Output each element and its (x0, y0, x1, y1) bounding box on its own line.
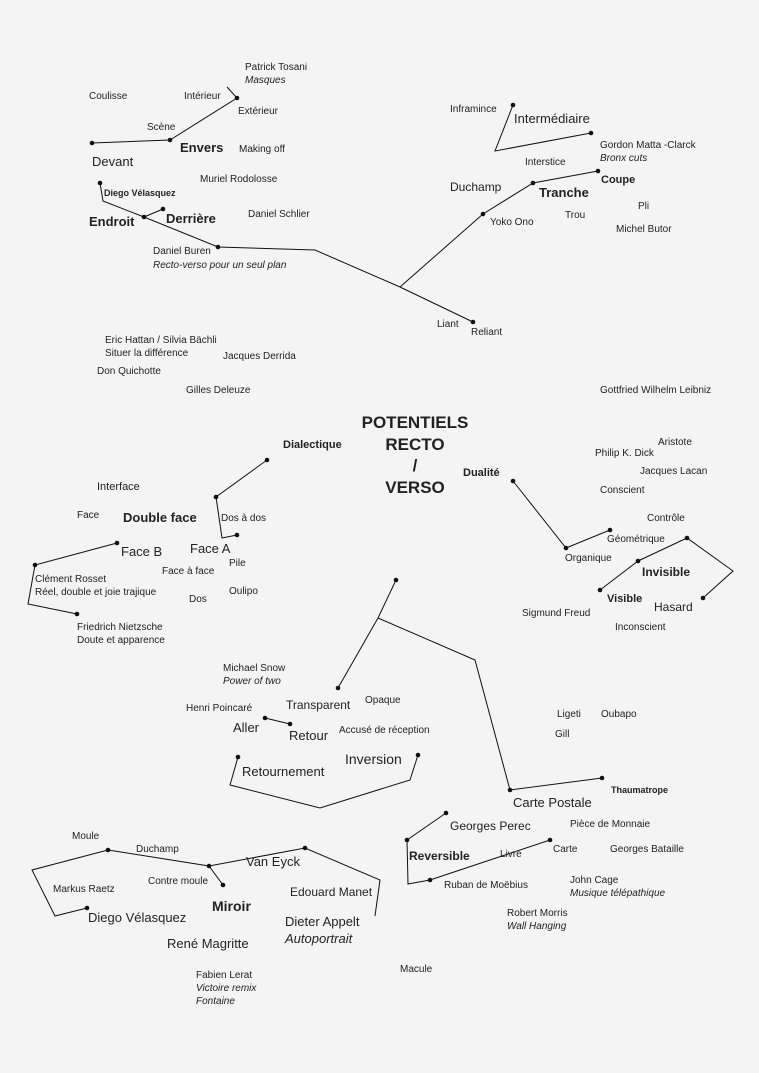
node-dot (207, 864, 212, 869)
node-dot (636, 559, 641, 564)
node-dot (221, 883, 226, 888)
node-label: Coulisse (89, 91, 128, 102)
node-label: Oulipo (229, 586, 258, 597)
node-label: Muriel Rodolosse (200, 174, 278, 185)
node-dot (214, 495, 219, 500)
node-dot (416, 753, 421, 758)
node-label: Pli (638, 201, 650, 212)
node-label: Gottfried Wilhelm Leibniz (600, 385, 712, 396)
node-label: Retour (289, 728, 329, 743)
node-label: Carte Postale (513, 795, 592, 810)
node-label: Oubapo (601, 709, 637, 720)
node-label: Réel, double et joie trajique (35, 587, 157, 598)
node-dot (236, 755, 241, 760)
node-label: Conscient (600, 485, 645, 496)
title-line: / (412, 456, 418, 476)
node-sublabel: Fontaine (196, 996, 235, 1007)
node-dot (564, 546, 569, 551)
node-label: Inversion (345, 751, 402, 767)
node-label: Dieter Appelt (285, 914, 360, 929)
node-label: Georges Bataille (610, 844, 684, 855)
node-label: Contrôle (647, 513, 685, 524)
node-label: Georges Perec (450, 819, 531, 833)
connector-line (144, 209, 163, 217)
node-dot (98, 181, 103, 186)
node-dot (531, 181, 536, 186)
node-label: Markus Raetz (53, 884, 115, 895)
node-label: Tranche (539, 185, 589, 200)
node-label: Devant (92, 154, 134, 169)
node-label: Gilles Deleuze (186, 385, 251, 396)
node-label: Interface (97, 481, 140, 493)
node-label: Pièce de Monnaie (570, 819, 651, 830)
node-label: Ruban de Moëbius (444, 880, 528, 891)
node-label: Van Eyck (246, 854, 300, 869)
node-sublabel: Bronx cuts (600, 153, 648, 164)
node-label: Diego Vélasquez (88, 910, 187, 925)
node-dot (288, 722, 293, 727)
node-label: Face B (121, 544, 163, 559)
node-label: Miroir (212, 898, 251, 914)
node-label: Livre (500, 849, 522, 860)
node-dot (75, 612, 80, 617)
node-dot (598, 588, 603, 593)
node-label: Inconscient (615, 622, 666, 633)
node-sublabel: Masques (245, 75, 286, 86)
node-dot (600, 776, 605, 781)
connector-line (600, 561, 638, 590)
node-label: Sigmund Freud (522, 608, 591, 619)
node-dot (106, 848, 111, 853)
node-sublabel: Power of two (223, 676, 281, 687)
node-sublabel: Victoire remix (196, 983, 257, 994)
node-label: John Cage (570, 875, 619, 886)
node-label: Géométrique (607, 534, 665, 545)
node-label: Reversible (409, 849, 470, 863)
node-label: Jacques Derrida (223, 351, 296, 362)
node-label: Dos à dos (221, 513, 267, 524)
node-label: Inframince (450, 104, 497, 115)
node-label: Don Quichotte (97, 366, 161, 377)
node-label: Making off (239, 144, 285, 155)
node-label: Opaque (365, 695, 401, 706)
node-dot (481, 212, 486, 217)
node-label: Endroit (89, 214, 135, 229)
node-label: Friedrich Nietzsche (77, 622, 163, 633)
node-label: Doute et apparence (77, 635, 165, 646)
node-label: Dualité (463, 467, 500, 479)
node-label: Face à face (162, 566, 215, 577)
node-dot (235, 533, 240, 538)
node-label: Visible (607, 593, 643, 605)
node-label: Coupe (601, 174, 636, 186)
node-label: Michel Butor (616, 224, 672, 235)
title-line: RECTO (385, 434, 445, 454)
node-dot (685, 536, 690, 541)
node-label: Daniel Buren (153, 246, 211, 257)
connector-line (513, 481, 610, 548)
node-dot (161, 207, 166, 212)
node-label: Ligeti (557, 709, 581, 720)
node-label: Duchamp (450, 180, 502, 194)
node-label: Intermédiaire (514, 111, 590, 126)
node-dot (336, 686, 341, 691)
node-label: Dialectique (283, 439, 342, 451)
node-label: Jacques Lacan (640, 466, 708, 477)
node-label: René Magritte (167, 936, 249, 951)
node-dot (168, 138, 173, 143)
node-label: Duchamp (136, 844, 179, 855)
node-dot (701, 596, 706, 601)
node-label: Thaumatrope (611, 785, 669, 795)
node-label: Interstice (525, 157, 566, 168)
node-label: Aller (233, 720, 260, 735)
node-dot (405, 838, 410, 843)
node-label: Macule (400, 964, 433, 975)
node-dot (596, 169, 601, 174)
node-label: Aristote (658, 437, 692, 448)
node-label: Invisible (642, 565, 691, 579)
node-label: Patrick Tosani (245, 62, 308, 73)
node-label: Michael Snow (223, 663, 286, 674)
node-dot (216, 245, 221, 250)
node-label: Fabien Lerat (196, 970, 253, 981)
node-label: Intérieur (184, 91, 221, 102)
node-dot (508, 788, 513, 793)
node-label: Situer la différence (105, 348, 189, 359)
node-dot (428, 878, 433, 883)
node-dot (394, 578, 399, 583)
node-dot (235, 96, 240, 101)
node-label: Envers (180, 140, 224, 155)
node-label: Moule (72, 831, 100, 842)
node-label: Retournement (242, 764, 325, 779)
node-sublabel: Musique télépathique (570, 888, 666, 899)
node-label: Face A (190, 541, 231, 556)
node-dot (142, 215, 147, 220)
node-dot (608, 528, 613, 533)
node-label: Clément Rosset (35, 574, 107, 585)
node-label: Eric Hattan / Silvia Bächli (105, 335, 217, 346)
node-label: Transparent (286, 698, 351, 712)
node-dot (90, 141, 95, 146)
node-label: Henri Poincaré (186, 703, 253, 714)
connector-line (338, 580, 396, 688)
node-label: Extérieur (238, 106, 279, 117)
node-dot (263, 716, 268, 721)
node-label: Accusé de réception (339, 725, 430, 736)
node-label: Reliant (471, 327, 503, 338)
node-label: Philip K. Dick (595, 448, 654, 459)
node-label: Hasard (654, 600, 693, 614)
node-sublabel: Recto-verso pour un seul plan (153, 260, 287, 271)
title-line: VERSO (385, 477, 445, 497)
node-dot (444, 811, 449, 816)
node-label: Face (77, 510, 100, 521)
node-label: Yoko Ono (490, 217, 534, 228)
node-label: Scène (147, 122, 176, 133)
node-label: Liant (437, 319, 459, 330)
node-label: Gill (555, 729, 570, 740)
node-dot (471, 320, 476, 325)
node-dot (511, 103, 516, 108)
node-sublabel: Autoportrait (285, 931, 353, 946)
node-label: Contre moule (148, 876, 209, 887)
node-label: Diego Vélasquez (104, 188, 176, 198)
node-dot (511, 479, 516, 484)
node-label: Organique (565, 553, 612, 564)
connector-line (216, 460, 267, 538)
node-label: Edouard Manet (290, 885, 373, 899)
title-line: POTENTIELS (361, 413, 469, 432)
node-dot (589, 131, 594, 136)
diagram-title (340, 412, 490, 498)
node-dot (548, 838, 553, 843)
node-label: Trou (565, 210, 586, 221)
connector-line (378, 618, 602, 790)
node-label: Dos (189, 594, 207, 605)
node-label: Robert Morris (507, 908, 568, 919)
node-dot (115, 541, 120, 546)
connector-line (265, 718, 290, 724)
node-label: Double face (123, 510, 197, 525)
connector-line (32, 850, 108, 916)
node-dot (265, 458, 270, 463)
node-dot (33, 563, 38, 568)
node-label: Daniel Schlier (248, 209, 310, 220)
node-label: Derrière (166, 211, 216, 226)
node-label: Carte (553, 844, 578, 855)
node-sublabel: Wall Hanging (507, 921, 567, 932)
node-dot (303, 846, 308, 851)
node-label: Pile (229, 558, 246, 569)
node-label: Gordon Matta -Clarck (600, 140, 696, 151)
